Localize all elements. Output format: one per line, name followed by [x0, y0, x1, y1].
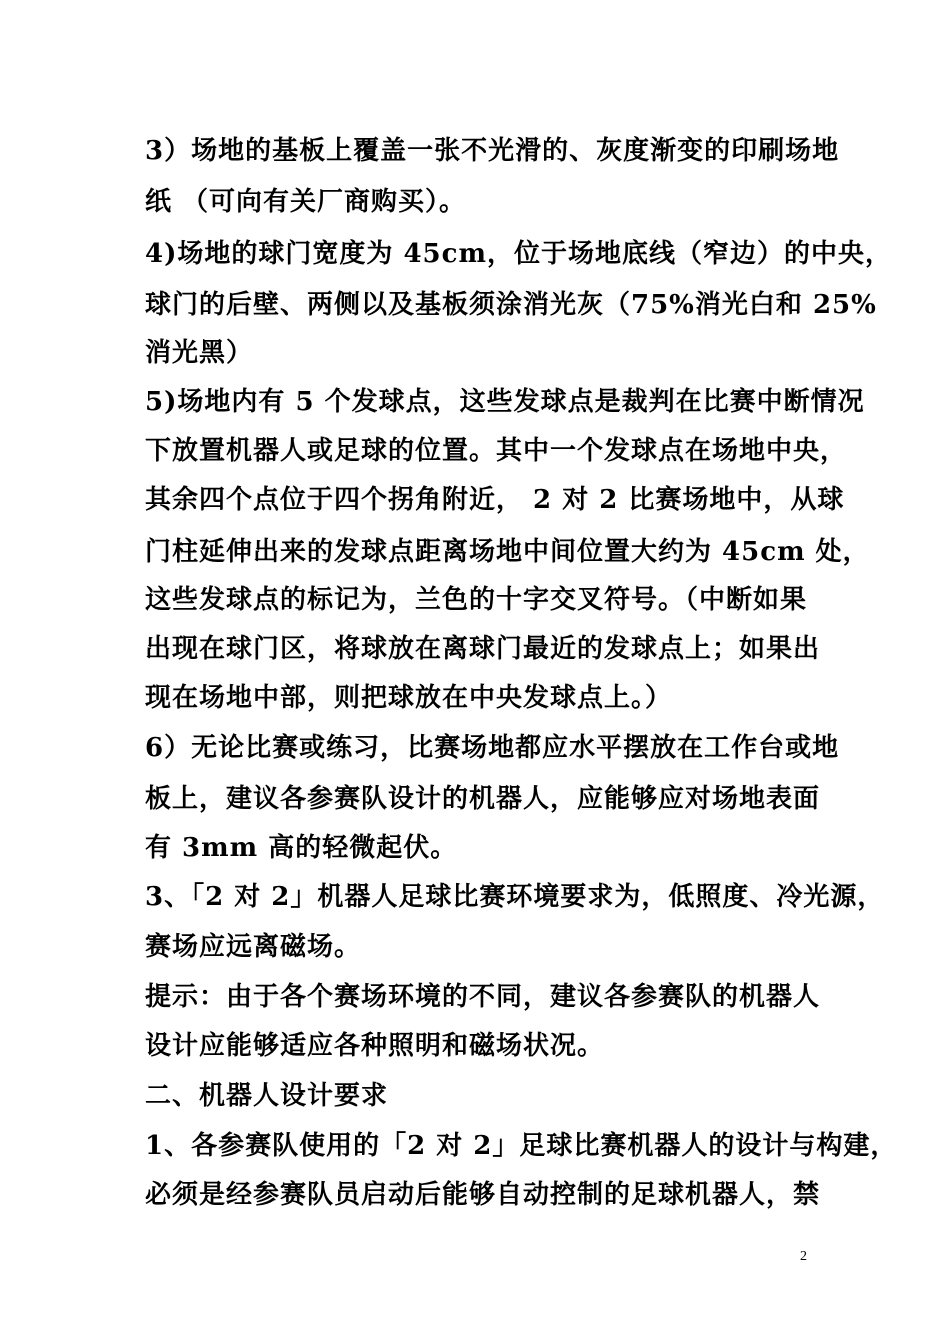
text-line-18: 提示：由于各个赛场环境的不同，建议各参赛队的机器人 — [145, 982, 821, 1012]
text-line-22: 必须是经参赛队员启动后能够自动控制的足球机器人，禁 — [145, 1180, 821, 1210]
text-line-14: 板上，建议各参赛队设计的机器人，应能够应对场地表面 — [145, 784, 821, 814]
text-line-1: 3）场地的基板上覆盖一张不光滑的、灰度渐变的印刷场地 — [145, 136, 840, 166]
text-line-3: 4)场地的球门宽度为 45cm，位于场地底线（窄边）的中央， — [145, 239, 892, 269]
section-heading: 二、机器人设计要求 — [145, 1081, 389, 1111]
text-line-6: 5)场地内有 5 个发球点，这些发球点是裁判在比赛中断情况 — [145, 387, 865, 417]
text-line-11: 出现在球门区，将球放在离球门最近的发球点上；如果出 — [145, 634, 821, 664]
text-line-2: 纸 （可向有关厂商购买）。 — [145, 187, 467, 217]
text-line-9: 门柱延伸出来的发球点距离场地中间位置大约为 45cm 处， — [145, 537, 870, 567]
text-line-15: 有 3mm 高的轻微起伏。 — [145, 833, 458, 863]
text-line-4: 球门的后壁、两侧以及基板须涂消光灰（75%消光白和 25% — [145, 290, 877, 320]
text-line-7: 下放置机器人或足球的位置。其中一个发球点在场地中央， — [145, 436, 848, 466]
page-number: 2 — [800, 1249, 807, 1264]
text-line-12: 现在场地中部，则把球放在中央发球点上。） — [145, 683, 673, 713]
text-line-8: 其余四个点位于四个拐角附近， 2 对 2 比赛场地中，从球 — [145, 485, 845, 515]
text-line-13: 6）无论比赛或练习，比赛场地都应水平摆放在工作台或地 — [145, 733, 840, 763]
text-line-19: 设计应能够适应各种照明和磁场状况。 — [145, 1031, 605, 1061]
text-line-16: 3、「2 对 2」机器人足球比赛环境要求为，低照度、冷光源， — [145, 882, 885, 912]
text-line-5: 消光黑） — [145, 338, 254, 368]
text-line-10: 这些发球点的标记为，兰色的十字交叉符号。（中断如果 — [145, 585, 808, 615]
text-line-21: 1、各参赛队使用的「2 对 2」足球比赛机器人的设计与构建， — [145, 1131, 898, 1161]
text-line-17: 赛场应远离磁场。 — [145, 932, 362, 962]
